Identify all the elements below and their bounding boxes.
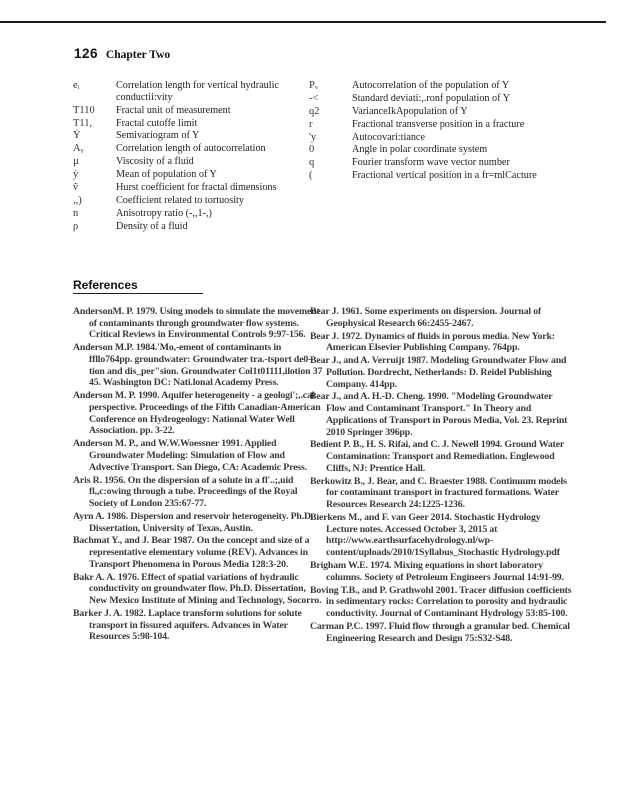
nomenclature-symbol: ( xyxy=(309,170,313,182)
nomenclature-entry xyxy=(309,93,571,105)
nomenclature-symbol: ẏ xyxy=(73,169,79,181)
reference-entry: Bierkens M., and F. van Geer 2014. Stochastic Hydrology Lecture notes. Accessed October 3, 2015 at http://www.earthsurfacehydrology.nl/wp-content/uploads/2010/1Syllabus_Stochastic Hydrology.pdf xyxy=(310,512,560,559)
reference-entry: Barker J. A. 1982. Laplace transform solutions for solute transport in fissured aquifers. Advances in Water Resources 5:98-104. xyxy=(73,608,302,643)
nomenclature-definition: VarianceIkApopulation of Y xyxy=(352,105,468,117)
nomenclature-entry xyxy=(309,80,571,92)
nomenclature-entry xyxy=(73,80,323,104)
nomenclature-entry xyxy=(73,105,323,117)
nomenclature-entry xyxy=(309,157,571,169)
page-number: 126 xyxy=(74,46,99,61)
reference-entry: Anderson M. P., and W.W.Woessner 1991. Applied Groundwater Modeling: Simulation of Flow and Advective Transport. San Diego, CA: Academic Press. xyxy=(73,438,307,473)
reference-entry: Bakr A. A. 1976. Effect of spatial variations of hydraulic conductivity on groundwater flow. Ph.D. Dissertation, New Mexico Institute of Mining and Technology, Socorro. xyxy=(73,571,322,607)
nomenclature-entry xyxy=(309,119,571,131)
nomenclature-symbol: ,,) xyxy=(73,194,82,206)
reference-entry: Berkowitz B., J. Bear, and C. Braester 1988. Continuum models for contaminant transport in fractured formations. Water Resources Research 24:1225-1236. xyxy=(310,475,567,511)
reference-entry: Boving T.B., and P. Grathwohl 2001. Tracer diffusion coefficients in sedimentary rocks: Correlation to porosity and hydraulic conductivity. Journal of Contaminant Hydrology 53:85-100. xyxy=(310,584,572,620)
nomenclature-symbol: -< xyxy=(309,92,319,104)
nomenclature-left-column xyxy=(73,80,323,234)
nomenclature-right-column xyxy=(309,80,571,183)
nomenclature-symbol: T110 xyxy=(73,104,95,116)
nomenclature-symbol: q2 xyxy=(309,105,320,117)
reference-entry: Bear J. 1972. Dynamics of fluids in porous media. New York: American Elsevier Publishing Company. 764pp. xyxy=(310,330,555,354)
nomenclature-entry xyxy=(73,208,323,220)
nomenclature-entry xyxy=(73,130,323,142)
nomenclature-definition: Anisotropy ratio (-,,1-,) xyxy=(116,207,212,219)
nomenclature-definition: Angle in polar coordinate system xyxy=(352,144,488,156)
nomenclature-entry xyxy=(309,144,571,156)
reference-entry: Anderson M. P. 1990. Aquifer heterogeneity - a geologi';,.cal perspective. Proceedings of the Fifth Canadian-American Conference on Hydrogeology: National Water Well Association. pp. 3-22. xyxy=(73,390,321,437)
nomenclature-symbol: 0 xyxy=(309,144,315,156)
nomenclature-symbol: q xyxy=(309,157,315,169)
nomenclature-definition: Fractal cutoffe limit xyxy=(116,117,198,129)
nomenclature-definition: Correlation length for vertical hydraulic conductii:vity xyxy=(116,80,279,103)
reference-entry: Brigham W.E. 1974. Mixing equations in short laboratory columns. Society of Petroleum Engineers Journal 14:91-99. xyxy=(310,560,564,583)
nomenclature-symbol: 'y xyxy=(309,131,317,143)
nomenclature-symbol: n xyxy=(73,207,79,219)
nomenclature-entry xyxy=(309,106,571,118)
reference-entry: Aris R. 1956. On the dispersion of a solute in a fl'..;,uid fl,,c:owing through a tube. Proceedings of the Royal Society of London 235:67-77. xyxy=(73,474,298,509)
reference-entry: Carman P.C. 1997. Fluid flow through a granular bed. Chemical Engineering Research and Design 75:S32-S48. xyxy=(310,620,570,644)
nomenclature-entry xyxy=(73,195,323,207)
reference-entry: Anderson M.P. 1984.'Mo,-ement of contaminants in ffllo764pp. groundwater: Groundwater tra.-tsport de0-tion and dis_per"sion. Groundwater Col1t01111,ilotion 37 45. Washington DC: Nati.lonal Academy Press. xyxy=(73,342,323,389)
nomenclature-definition: Viscosity of a fluid xyxy=(116,156,194,168)
nomenclature-symbol: ρ xyxy=(73,220,79,232)
reference-entry: Ayrn A. 1986. Dispersion and reservoir heterogeneity. Ph.D. Dissertation, University of Texas, Austin. xyxy=(73,510,314,534)
references-left-column xyxy=(73,306,323,644)
nomenclature-entry xyxy=(73,182,323,194)
reference-entry: AndersonM. P. 1979. Using models to simulate the movement of contaminants through groundwater flow systems. Critical Reviews in Environmental Controls 9:97-156. xyxy=(73,306,320,341)
nomenclature-definition: Autocovari:tiance xyxy=(352,131,425,143)
references-heading-rule xyxy=(73,293,203,294)
nomenclature-symbol: ṽ xyxy=(73,182,79,194)
nomenclature-definition: Standard deviati:,.ronf population of Y xyxy=(352,92,511,104)
nomenclature-symbol: µ xyxy=(73,156,80,168)
nomenclature-definition: Fractional transverse position in a fracture xyxy=(352,118,525,130)
nomenclature-entry xyxy=(309,170,571,182)
chapter-title: Chapter Two xyxy=(105,49,171,61)
nomenclature-symbol: Aᵧ xyxy=(73,143,84,155)
reference-entry: Bear J. 1961. Some experiments on dispersion. Journal of Geophysical Research 66:2455-2467. xyxy=(310,306,542,329)
references-heading: References xyxy=(73,278,138,292)
nomenclature-definition: Correlation length of autocorrelation xyxy=(116,143,266,155)
nomenclature-entry xyxy=(73,156,323,168)
reference-entry: Bear J., and A. Verruijt 1987. Modeling Groundwater Flow and Pollution. Dordrecht, Netherlands: D. Reidel Publishing Company. 414pp. xyxy=(310,355,567,390)
nomenclature-definition: Hurst coefficient for fractal dimensions xyxy=(116,182,277,194)
nomenclature-definition: Density of a fluid xyxy=(116,220,188,232)
nomenclature-definition: Mean of population of Y xyxy=(116,169,217,181)
nomenclature-symbol: T11, xyxy=(73,117,93,129)
nomenclature-symbol: Ẏ xyxy=(73,130,81,142)
nomenclature-definition: Semivariogram of Y xyxy=(116,130,200,142)
reference-entry: Bachmat Y., and J. Bear 1987. On the concept and size of a representative elementary volume (REV). Advances in Transport Phenomena in Porous Media 128:3-20. xyxy=(73,535,310,570)
nomenclature-definition: Coefficient related to tortuosity xyxy=(116,194,244,206)
reference-entry: Bear J., and A. H.-D. Cheng. 1990. "Modeling Groundwater Flow and Contaminant Transport." In Theory and Applications of Transport in Porous Media, Vol. 23. Reprint 2010 Springer 396pp. xyxy=(310,391,568,438)
nomenclature-entry xyxy=(73,169,323,181)
nomenclature-entry xyxy=(73,118,323,130)
nomenclature-definition: Autocorrelation of the population of Y xyxy=(352,80,510,91)
top-rule xyxy=(0,21,606,23)
nomenclature-entry xyxy=(309,132,571,144)
nomenclature-definition: Fourier transform wave vector number xyxy=(352,157,510,169)
nomenclature-definition: Fractional vertical position in a fr=mlCacture xyxy=(352,170,537,182)
nomenclature-definition: Fractal unit of measurement xyxy=(116,104,231,116)
reference-entry: Bedient P. B., H. S. Rifai, and C. J. Newell 1994. Ground Water Contamination: Transport and Remediation. Englewood Cliffs, NJ: Prentice Hall. xyxy=(310,439,564,474)
page-header xyxy=(74,46,170,61)
references-right-column xyxy=(310,306,572,646)
nomenclature-symbol: Pᵥ xyxy=(309,80,318,91)
nomenclature-entry xyxy=(73,143,323,155)
nomenclature-symbol: r xyxy=(309,118,313,130)
nomenclature-symbol: eᵢ xyxy=(73,80,80,91)
nomenclature-entry xyxy=(73,221,323,233)
